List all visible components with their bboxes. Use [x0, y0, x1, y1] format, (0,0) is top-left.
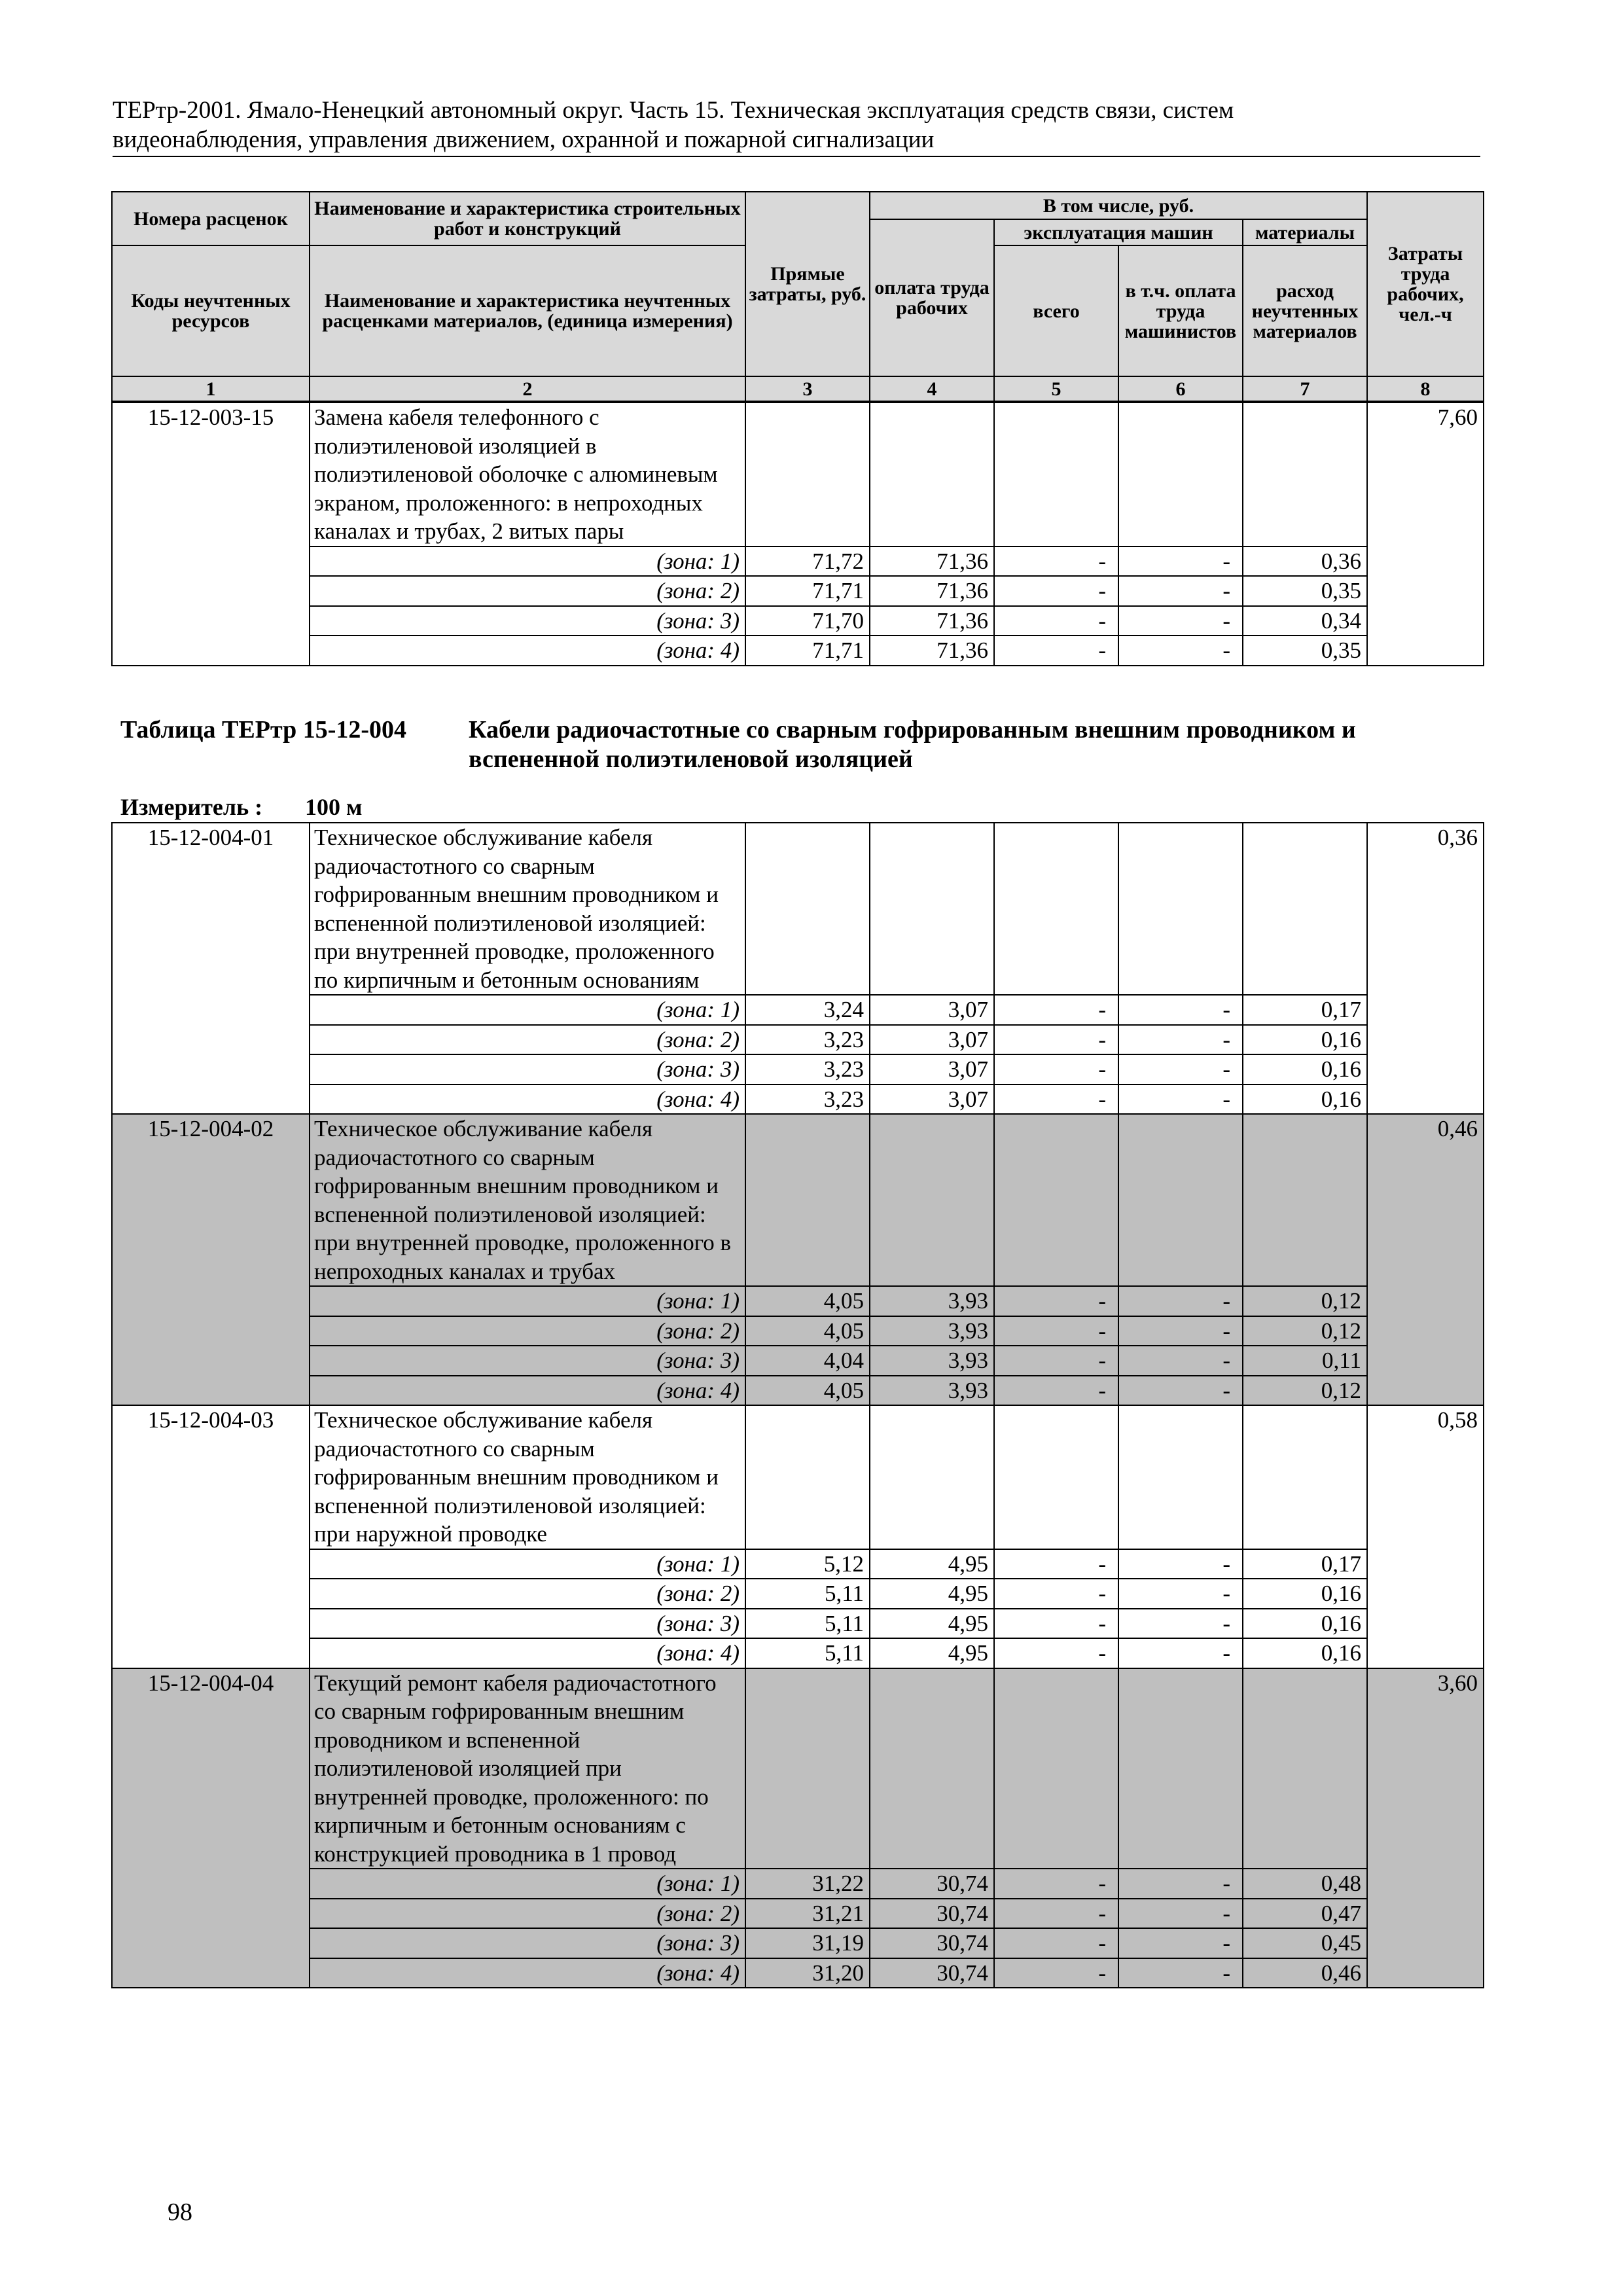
empty-cell: [870, 1405, 994, 1549]
materials-cost: 0,11: [1243, 1346, 1367, 1376]
col-num: 6: [1118, 376, 1243, 401]
operators-cost: -: [1118, 1638, 1243, 1668]
materials-cost: 0,16: [1243, 1085, 1367, 1115]
wage-cost: 4,95: [870, 1579, 994, 1609]
rates-table-1: [111, 402, 1484, 666]
materials-cost: 0,16: [1243, 1054, 1367, 1085]
operators-cost: -: [1118, 576, 1243, 606]
labor-cost: 3,60: [1367, 1668, 1484, 1988]
zone-row: [112, 1638, 1484, 1668]
column-header-table: [111, 191, 1484, 402]
measure-value: 100 м: [305, 794, 363, 820]
empty-cell: [745, 823, 870, 995]
wage-cost: 71,36: [870, 636, 994, 666]
zone-row: [112, 1054, 1484, 1085]
empty-cell: [745, 1405, 870, 1549]
machines-cost: -: [994, 1638, 1118, 1668]
machines-cost: -: [994, 606, 1118, 636]
zone-label: (зона: 1): [310, 1286, 745, 1316]
zone-row: [112, 1316, 1484, 1346]
col-num: 5: [994, 376, 1118, 401]
machines-cost: -: [994, 576, 1118, 606]
empty-cell: [870, 1114, 994, 1286]
rate-code: 15-12-004-01: [112, 823, 310, 1114]
operators-cost: -: [1118, 1579, 1243, 1609]
direct-cost: 5,11: [745, 1609, 870, 1639]
machines-cost: -: [994, 1549, 1118, 1579]
col-num: 3: [745, 376, 870, 401]
page-number: 98: [168, 2198, 192, 2226]
col-naimen2: Наименование и характеристика неучтенных расценками материалов, (единица измерения): [310, 245, 745, 376]
empty-cell: [1243, 1405, 1367, 1549]
empty-cell: [1243, 403, 1367, 547]
machines-cost: -: [994, 1085, 1118, 1115]
zone-label: (зона: 3): [310, 1609, 745, 1639]
labor-cost: 0,58: [1367, 1405, 1484, 1668]
machines-cost: -: [994, 1899, 1118, 1929]
direct-cost: 31,19: [745, 1928, 870, 1958]
rate-code: 15-12-004-04: [112, 1668, 310, 1988]
rate-description: Техническое обслуживание кабеля радиочастотного со сварным гофрированным внешним проводником и вспененной полиэтиленовой изоляцией: при внутренней проводке, проложенного по кирпичным и бетонным основаниям: [310, 823, 745, 995]
wage-cost: 3,07: [870, 1085, 994, 1115]
rate-description: Техническое обслуживание кабеля радиочастотного со сварным гофрированным внешним проводником и вспененной полиэтиленовой изоляцией: при внутренней проводке, проложенного в непроходных каналах и трубах: [310, 1114, 745, 1286]
direct-cost: 5,11: [745, 1579, 870, 1609]
zone-row: [112, 1609, 1484, 1639]
materials-cost: 0,12: [1243, 1286, 1367, 1316]
operators-cost: -: [1118, 1958, 1243, 1988]
empty-cell: [1118, 1668, 1243, 1869]
operators-cost: -: [1118, 1549, 1243, 1579]
materials-cost: 0,17: [1243, 995, 1367, 1025]
empty-cell: [1118, 403, 1243, 547]
machines-cost: -: [994, 636, 1118, 666]
empty-cell: [994, 403, 1118, 547]
operators-cost: -: [1118, 636, 1243, 666]
materials-cost: 0,16: [1243, 1579, 1367, 1609]
materials-cost: 0,12: [1243, 1316, 1367, 1346]
zone-label: (зона: 1): [310, 547, 745, 577]
col-materialy: материалы: [1243, 219, 1367, 245]
table-label: Таблица ТЕРтр 15-12-004: [120, 716, 407, 744]
zone-row: [112, 1346, 1484, 1376]
table-row: [112, 823, 1484, 995]
rate-code: 15-12-004-03: [112, 1405, 310, 1668]
zone-row: [112, 1286, 1484, 1316]
zone-label: (зона: 1): [310, 995, 745, 1025]
direct-cost: 3,23: [745, 1085, 870, 1115]
direct-cost: 31,20: [745, 1958, 870, 1988]
empty-cell: [1118, 1114, 1243, 1286]
rates-table-2: [111, 822, 1484, 1988]
wage-cost: 30,74: [870, 1869, 994, 1899]
materials-cost: 0,45: [1243, 1928, 1367, 1958]
operators-cost: -: [1118, 606, 1243, 636]
col-oplata: оплата труда рабочих: [870, 219, 994, 376]
wage-cost: 3,07: [870, 995, 994, 1025]
col-pryamye: Прямые затраты, руб.: [745, 192, 870, 376]
direct-cost: 71,71: [745, 576, 870, 606]
machines-cost: -: [994, 1286, 1118, 1316]
header-line-1: ТЕРтр-2001. Ямало-Ненецкий автономный округ. Часть 15. Техническая эксплуатация средств связи, систем: [113, 97, 1234, 124]
direct-cost: 71,71: [745, 636, 870, 666]
materials-cost: 0,35: [1243, 636, 1367, 666]
direct-cost: 3,24: [745, 995, 870, 1025]
col-naimen: Наименование и характеристика строительных работ и конструкций: [310, 192, 745, 245]
labor-cost: 0,46: [1367, 1114, 1484, 1405]
wage-cost: 4,95: [870, 1638, 994, 1668]
materials-cost: 0,12: [1243, 1376, 1367, 1406]
empty-cell: [1118, 1405, 1243, 1549]
machines-cost: -: [994, 1609, 1118, 1639]
table-name: Кабели радиочастотные со сварным гофрированным внешним проводником и вспененной полиэтиленовой изоляцией: [469, 716, 1356, 773]
col-zatraty: Затраты труда рабочих, чел.-ч: [1367, 192, 1484, 376]
zone-label: (зона: 1): [310, 1549, 745, 1579]
col-num: 2: [310, 376, 745, 401]
col-rashod: расход неучтенных материалов: [1243, 245, 1367, 376]
zone-label: (зона: 2): [310, 1316, 745, 1346]
document-header: [113, 96, 1480, 157]
empty-cell: [870, 1668, 994, 1869]
machines-cost: -: [994, 1054, 1118, 1085]
direct-cost: 3,23: [745, 1025, 870, 1055]
empty-cell: [994, 823, 1118, 995]
direct-cost: 71,72: [745, 547, 870, 577]
measure-label: Измеритель :: [120, 794, 263, 820]
empty-cell: [994, 1668, 1118, 1869]
operators-cost: -: [1118, 1376, 1243, 1406]
zone-row: [112, 1549, 1484, 1579]
direct-cost: 5,12: [745, 1549, 870, 1579]
machines-cost: -: [994, 995, 1118, 1025]
materials-cost: 0,46: [1243, 1958, 1367, 1988]
wage-cost: 30,74: [870, 1899, 994, 1929]
machines-cost: -: [994, 1928, 1118, 1958]
table-row: [112, 403, 1484, 547]
zone-row: [112, 1869, 1484, 1899]
zone-label: (зона: 2): [310, 1899, 745, 1929]
direct-cost: 5,11: [745, 1638, 870, 1668]
col-eksp: эксплуатация машин: [994, 219, 1243, 245]
zone-label: (зона: 4): [310, 636, 745, 666]
operators-cost: -: [1118, 1025, 1243, 1055]
empty-cell: [745, 403, 870, 547]
col-vtch: в т.ч. оплата труда машинистов: [1118, 245, 1243, 376]
operators-cost: -: [1118, 995, 1243, 1025]
zone-row: [112, 1928, 1484, 1958]
direct-cost: 4,04: [745, 1346, 870, 1376]
materials-cost: 0,35: [1243, 576, 1367, 606]
operators-cost: -: [1118, 1346, 1243, 1376]
machines-cost: -: [994, 1869, 1118, 1899]
measure: [120, 793, 363, 821]
machines-cost: -: [994, 1025, 1118, 1055]
zone-label: (зона: 4): [310, 1376, 745, 1406]
table-row: [112, 1668, 1484, 1869]
operators-cost: -: [1118, 1316, 1243, 1346]
direct-cost: 71,70: [745, 606, 870, 636]
col-num: 4: [870, 376, 994, 401]
machines-cost: -: [994, 1346, 1118, 1376]
zone-label: (зона: 2): [310, 1579, 745, 1609]
wage-cost: 3,07: [870, 1054, 994, 1085]
direct-cost: 4,05: [745, 1286, 870, 1316]
zone-label: (зона: 2): [310, 576, 745, 606]
zone-label: (зона: 1): [310, 1869, 745, 1899]
machines-cost: -: [994, 1376, 1118, 1406]
wage-cost: 30,74: [870, 1958, 994, 1988]
empty-cell: [870, 403, 994, 547]
zone-row: [112, 1579, 1484, 1609]
zone-label: (зона: 3): [310, 606, 745, 636]
col-vsego: всего: [994, 245, 1118, 376]
materials-cost: 0,47: [1243, 1899, 1367, 1929]
empty-cell: [745, 1668, 870, 1869]
materials-cost: 0,34: [1243, 606, 1367, 636]
header-line-2: видеонаблюдения, управления движением, охранной и пожарной сигнализации: [113, 126, 935, 153]
wage-cost: 3,07: [870, 1025, 994, 1055]
operators-cost: -: [1118, 1609, 1243, 1639]
zone-row: [112, 1376, 1484, 1406]
col-num: 1: [112, 376, 310, 401]
empty-cell: [994, 1405, 1118, 1549]
machines-cost: -: [994, 1958, 1118, 1988]
materials-cost: 0,16: [1243, 1025, 1367, 1055]
operators-cost: -: [1118, 1899, 1243, 1929]
materials-cost: 0,16: [1243, 1609, 1367, 1639]
operators-cost: -: [1118, 1869, 1243, 1899]
empty-cell: [1243, 1668, 1367, 1869]
zone-label: (зона: 3): [310, 1054, 745, 1085]
zone-label: (зона: 4): [310, 1638, 745, 1668]
zone-row: [112, 576, 1484, 606]
direct-cost: 3,23: [745, 1054, 870, 1085]
col-kody: Коды неучтенных ресурсов: [112, 245, 310, 376]
zone-row: [112, 1899, 1484, 1929]
operators-cost: -: [1118, 1085, 1243, 1115]
wage-cost: 71,36: [870, 606, 994, 636]
direct-cost: 4,05: [745, 1376, 870, 1406]
rate-code: 15-12-003-15: [112, 403, 310, 666]
wage-cost: 3,93: [870, 1346, 994, 1376]
operators-cost: -: [1118, 1286, 1243, 1316]
materials-cost: 0,16: [1243, 1638, 1367, 1668]
zone-label: (зона: 3): [310, 1928, 745, 1958]
materials-cost: 0,48: [1243, 1869, 1367, 1899]
table-row: [112, 1405, 1484, 1549]
direct-cost: 31,22: [745, 1869, 870, 1899]
machines-cost: -: [994, 1579, 1118, 1609]
wage-cost: 30,74: [870, 1928, 994, 1958]
wage-cost: 3,93: [870, 1376, 994, 1406]
wage-cost: 3,93: [870, 1316, 994, 1346]
operators-cost: -: [1118, 1054, 1243, 1085]
empty-cell: [1118, 823, 1243, 995]
machines-cost: -: [994, 547, 1118, 577]
rate-description: Замена кабеля телефонного с полиэтиленовой изоляцией в полиэтиленовой оболочке с алюминевым экраном, проложенного: в непроходных каналах и трубах, 2 витых пары: [310, 403, 745, 547]
machines-cost: -: [994, 1316, 1118, 1346]
wage-cost: 71,36: [870, 576, 994, 606]
col-num: 8: [1367, 376, 1484, 401]
wage-cost: 3,93: [870, 1286, 994, 1316]
zone-label: (зона: 3): [310, 1346, 745, 1376]
col-vtom: В том числе, руб.: [870, 192, 1367, 219]
rate-description: Техническое обслуживание кабеля радиочастотного со сварным гофрированным внешним проводником и вспененной полиэтиленовой изоляцией: при наружной проводке: [310, 1405, 745, 1549]
zone-row: [112, 995, 1484, 1025]
rate-description: Текущий ремонт кабеля радиочастотного со сварным гофрированным внешним проводником и вспененной полиэтиленовой изоляцией при внутренней проводке, проложенного: по кирпичным и бетонным основаниям с конструкцией проводника в 1 провод: [310, 1668, 745, 1869]
direct-cost: 31,21: [745, 1899, 870, 1929]
zone-label: (зона: 4): [310, 1085, 745, 1115]
zone-row: [112, 547, 1484, 577]
zone-row: [112, 1025, 1484, 1055]
wage-cost: 4,95: [870, 1609, 994, 1639]
rate-code: 15-12-004-02: [112, 1114, 310, 1405]
materials-cost: 0,36: [1243, 547, 1367, 577]
operators-cost: -: [1118, 547, 1243, 577]
table-row: [112, 1114, 1484, 1286]
wage-cost: 71,36: [870, 547, 994, 577]
empty-cell: [745, 1114, 870, 1286]
zone-row: [112, 1085, 1484, 1115]
col-nomera: Номера расценок: [112, 192, 310, 245]
empty-cell: [1243, 1114, 1367, 1286]
labor-cost: 0,36: [1367, 823, 1484, 1114]
zone-row: [112, 606, 1484, 636]
materials-cost: 0,17: [1243, 1549, 1367, 1579]
zone-label: (зона: 4): [310, 1958, 745, 1988]
col-num: 7: [1243, 376, 1367, 401]
labor-cost: 7,60: [1367, 403, 1484, 666]
wage-cost: 4,95: [870, 1549, 994, 1579]
empty-cell: [870, 823, 994, 995]
direct-cost: 4,05: [745, 1316, 870, 1346]
empty-cell: [1243, 823, 1367, 995]
zone-row: [112, 1958, 1484, 1988]
empty-cell: [994, 1114, 1118, 1286]
operators-cost: -: [1118, 1928, 1243, 1958]
zone-row: [112, 636, 1484, 666]
zone-label: (зона: 2): [310, 1025, 745, 1055]
